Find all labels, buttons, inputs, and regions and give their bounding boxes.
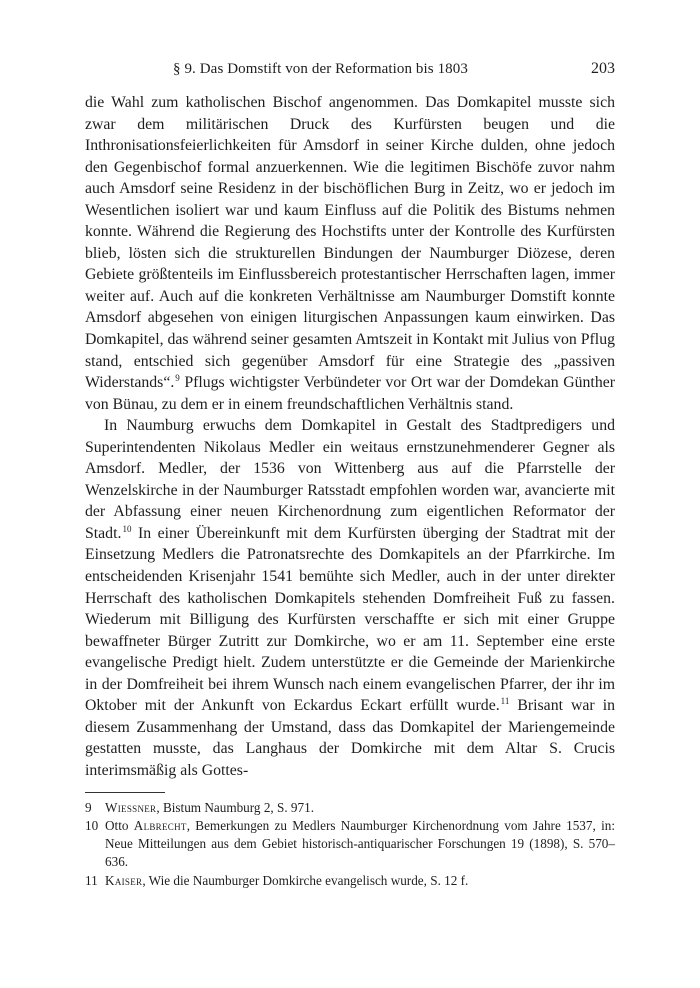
citation: , Bemerkungen zu Medlers Naumburger Kirchenordnung vom Jahre 1537, in: Neue Mitteilungen aus dem Gebiet historisch-antiquarischer Forschungen 19 (1898), S. 570–636. (105, 817, 615, 870)
paragraph-2-text-a: In Naumburg erwuchs dem Domkapitel in Gestalt des Stadtpredigers und Superintendenten Nikolaus Medler ein weitaus ernstzunehmenderer Gegner als Amsdorf. Medler, der 1536 von Wittenberg aus auf die Pfarrstelle der Wenzelskirche in der Naumburger Ratsstadt empfohlen worden war, avancierte mit der Abfassung einer neuen Kirchenordnung zum eigentlichen Reformator der Stadt. (85, 417, 615, 542)
book-page (85, 58, 615, 890)
footnote-reference-11: 11 (500, 696, 510, 707)
running-header (85, 58, 615, 80)
footnote-11 (85, 872, 615, 890)
paragraph-1 (85, 92, 615, 415)
footnote-separator (85, 792, 165, 793)
author-name: Albrecht (133, 817, 187, 833)
paragraph-1-text-a: die Wahl zum katholischen Bischof angenommen. Das Domkapitel musste sich zwar dem militärischen Druck des Kurfürsten beugen und die Inthronisationsfeierlichkeiten für Amsdorf in seiner Kirche dulden, ohne jedoch den Gegenbischof formal anzuerkennen. Wie die legitimen Bischöfe zuvor nahm auch Amsdorf seine Residenz in der bischöflichen Burg in Zeitz, wo er jedoch im Wesentlichen isoliert war und kaum Einfluss auf die Politik des Bistums nehmen konnte. Während die Regierung des Hochstifts unter der Kontrolle des Kurfürsten blieb, lösten sich die strukturellen Bindungen der Naumburger Diözese, deren Gebiete größtenteils im Einflussbereich protestantischer Herrschaften lagen, immer weiter auf. Auch auf die konkreten Verhältnisse am Naumburger Domstift konnte Amsdorf abgesehen von einigen liturgischen Anpassungen kaum einwirken. Das Domkapitel, das während seiner gesamten Amtszeit in Kontakt mit Julius von Pflug stand, entschied sich gegenüber Amsdorf für eine Strategie des „passiven Widerstands“. (85, 94, 615, 392)
footnote-text (105, 799, 615, 817)
paragraph-2-text-b: In einer Übereinkunft mit dem Kurfürsten überging der Stadtrat mit der Einsetzung Medlers die Patronatsrechte des Domkapitels an der Pfarrkirche. Im entscheidenden Krisenjahr 1541 bemühte sich Medler, auch in der unter direkter Herrschaft des katholischen Domkapitels stehenden Domfreiheit Fuß zu fassen. Wiederum mit Billigung des Kurfürsten verschaffte er sich mit einer Gruppe bewaffneter Bürger Zutritt zur Domkirche, wo er am 11. September eine erste evangelische Predigt hielt. Zudem unterstützte er die Gemeinde der Marienkirche in der Domfreiheit bei ihrem Wunsch nach einem evangelischen Pfarrer, der ihr im Oktober mit der Ankunft von Eckardus Eckart erfüllt wurde. (85, 524, 615, 715)
footnote-reference-10: 10 (122, 523, 132, 534)
body-text (85, 92, 615, 782)
running-title: § 9. Das Domstift von der Reformation bis 1803 (173, 61, 468, 77)
paragraph-2-text-c: Brisant war in diesem Zusammenhang der Umstand, dass das Domkapitel der Mariengemeinde gestatten musste, das Langhaus der Domkirche mit dem Altar S. Crucis interimsmäßig als Gottes- (85, 697, 615, 779)
author-first-name: Otto (105, 817, 134, 833)
footnotes (85, 799, 615, 890)
citation: , Bistum Naumburg 2, S. 971. (156, 799, 315, 815)
footnote-9 (85, 799, 615, 817)
footnote-text (105, 817, 615, 872)
footnote-number: 10 (85, 817, 99, 833)
citation: , Wie die Naumburger Domkirche evangelisch wurde, S. 12 f. (142, 872, 469, 888)
author-name: Wiessner (105, 799, 157, 815)
footnote-10 (85, 817, 615, 872)
page-number: 203 (591, 60, 615, 77)
paragraph-2 (85, 415, 615, 781)
footnote-number: 9 (85, 799, 92, 815)
author-name: Kaiser (105, 872, 143, 888)
footnote-reference-9: 9 (175, 373, 180, 384)
footnote-number: 11 (85, 872, 98, 888)
footnote-text (105, 872, 615, 890)
paragraph-1-text-b: Pflugs wichtigster Verbündeter vor Ort war der Domdekan Günther von Bünau, zu dem er in einem freundschaftlichen Verhältnis stand. (85, 374, 615, 413)
